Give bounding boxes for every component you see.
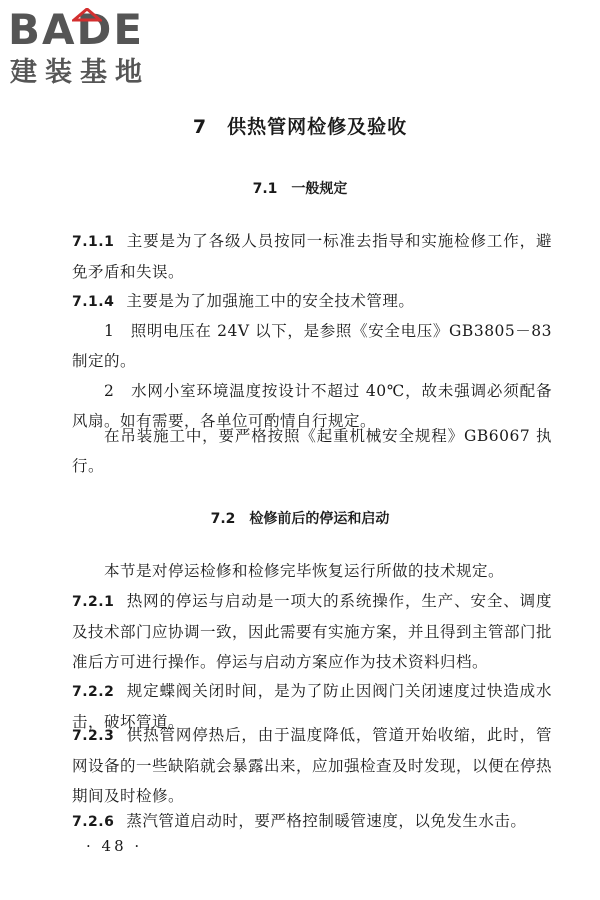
clause-text: 主要是为了加强施工中的安全技术管理。 [126, 292, 415, 310]
chapter-title: 7 供热管网检修及验收 [192, 116, 408, 138]
clause-7-1-4-item-2: 2 水网小室环境温度按设计不超过 40℃，故未强调必须配备风扇。如有需要，各单位可酌情自行规定。 [72, 382, 552, 430]
section-7-2-intro: 本节是对停运检修和检修完毕恢复运行所做的技术规定。 [104, 562, 505, 580]
clause-number: 7.2.2 [72, 684, 115, 700]
clause-7-2-6 [72, 806, 552, 837]
clause-number: 7.2.1 [72, 594, 115, 610]
clause-number: 7.2.3 [72, 728, 115, 744]
section-title-7-1: 7.1 一般规定 [252, 181, 348, 197]
logo-brand-text: BADE [8, 5, 145, 54]
logo-subtitle: 建装基地 [10, 57, 150, 88]
clause-text: 主要是为了各级人员按同一标准去指导和实施检修工作，避免矛盾和失误。 [72, 232, 552, 281]
clause-7-2-1 [72, 586, 552, 677]
clause-text: 供热管网停热后，由于温度降低，管道开始收缩，此时，管网设备的一些缺陷就会暴露出来，应加强检查及时发现，以便在停热期间及时检修。 [72, 726, 553, 805]
lifting-safety-note: 在吊装施工中，要严格按照《起重机械安全规程》GB6067 执行。 [72, 427, 552, 475]
clause-number: 7.2.6 [72, 814, 115, 830]
brand-logo [8, 6, 183, 96]
page-number: · 48 · [86, 837, 143, 855]
clause-number: 7.1.4 [72, 294, 115, 310]
clause-7-1-4 [72, 286, 552, 317]
clause-7-2-3 [72, 720, 552, 811]
logo-accent-mark [72, 8, 102, 22]
clause-text: 热网的停运与启动是一项大的系统操作，生产、安全、调度及技术部门应协调一致，因此需要有实施方案，并且得到主管部门批准后方可进行操作。停运与启动方案应作为技术资料归档。 [72, 592, 553, 671]
clause-number: 7.1.1 [72, 234, 115, 250]
clause-7-1-4-item-1: 1 照明电压在 24V 以下，是参照《安全电压》GB3805－83 制定的。 [72, 322, 552, 370]
clause-text: 规定蝶阀关闭时间，是为了防止因阀门关闭速度过快造成水击，破坏管道。 [72, 682, 552, 731]
clause-text: 蒸汽管道启动时，要严格控制暖管速度，以免发生水击。 [126, 812, 527, 830]
section-title-7-2: 7.2 检修前后的停运和启动 [210, 511, 390, 527]
clause-7-1-1 [72, 226, 552, 287]
